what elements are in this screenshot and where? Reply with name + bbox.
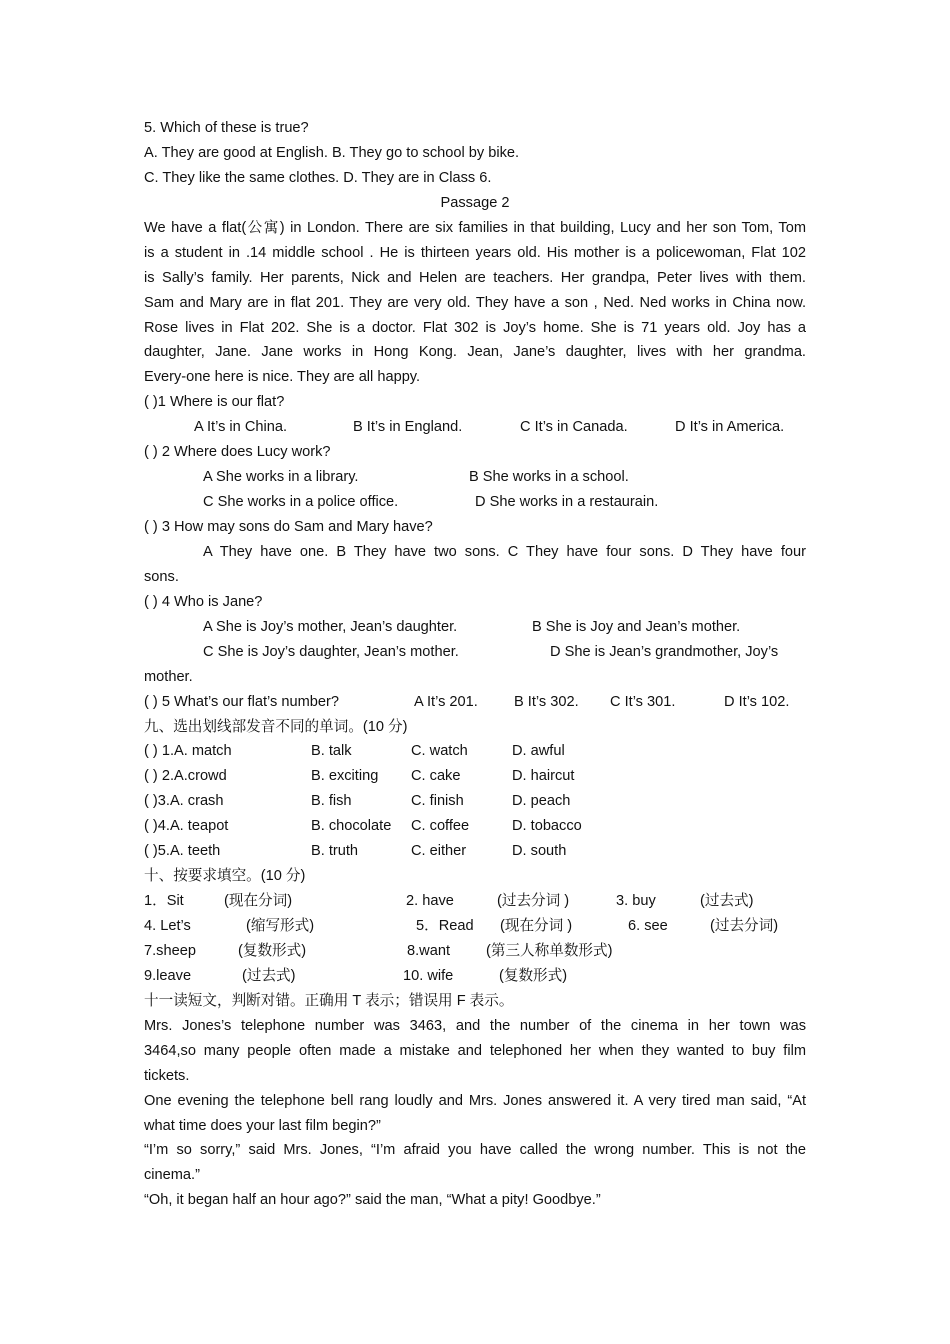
option-c: C She is Joy’s daughter, Jean’s mother. — [203, 643, 459, 660]
option-c: C. finish — [411, 793, 464, 810]
option-b: B It’s in England. — [353, 419, 463, 436]
option-b: B. exciting — [311, 768, 379, 785]
option-b: B. fish — [311, 793, 352, 810]
section9-row — [144, 839, 806, 864]
word: 5．Read — [416, 918, 474, 934]
option-d: D. haircut — [512, 768, 575, 785]
q5-options-cd: C. They like the same clothes. D. They are in Class 6. — [144, 169, 492, 186]
p2-q5-line — [144, 690, 806, 715]
passage2-line: Rose lives in Flat 202. She is a doctor. Flat 302 is Joy’s home. She is 71 years old. Joy has a — [144, 319, 806, 336]
q5-options-ab: A. They are good at English. B. They go to school by bike. — [144, 144, 520, 161]
form-hint: (过去分词 ) — [497, 893, 570, 910]
form-hint: (现在分词 ) — [500, 918, 573, 934]
section9-row — [144, 789, 806, 814]
section9-row — [144, 814, 806, 839]
section10-row — [144, 964, 806, 989]
p2-q2-options-ab — [144, 465, 806, 490]
section9-title: 九、选出划线部发音不同的单词。(10 分) — [144, 718, 408, 735]
word: 2. have — [406, 893, 454, 910]
option-a: A It’s in China. — [194, 419, 288, 436]
word: 7.sheep — [144, 942, 196, 959]
word: 6. see — [628, 918, 668, 934]
option-a: A She is Joy’s mother, Jean’s daughter. — [203, 618, 458, 635]
section10-row — [144, 939, 806, 964]
p2-q4-stem: ( ) 4 Who is Jane? — [144, 593, 263, 610]
option-d: D. south — [512, 843, 567, 860]
form-hint: (复数形式) — [499, 967, 568, 984]
section11-line: cinema.” — [144, 1167, 200, 1184]
word: 8.want — [407, 942, 450, 959]
option-d: D. awful — [512, 743, 565, 760]
word: 10. wife — [403, 967, 454, 984]
word: 1．Sit — [144, 893, 184, 910]
option-c: C. watch — [411, 743, 468, 760]
section10-title: 十、按要求填空。(10 分) — [144, 868, 306, 885]
option-a: A She works in a library. — [203, 469, 359, 486]
item-number: ( )4.A. teapot — [144, 818, 229, 835]
word: 9.leave — [144, 967, 192, 984]
option-c: C. cake — [411, 768, 461, 785]
form-hint: (过去分词) — [710, 918, 779, 934]
option-d: D It’s 102. — [724, 693, 790, 710]
option-d: D. tobacco — [512, 818, 582, 835]
p2-q4-options-cd — [144, 640, 806, 665]
q5-question: 5. Which of these is true? — [144, 120, 309, 136]
p2-q3-options: A They have one. B They have two sons. C They have four sons. D They have four — [203, 543, 806, 560]
passage2-line: is Sally’s family. Her parents, Nick and Helen are teachers. Her grandpa, Peter lives with them. — [144, 269, 806, 286]
section11-title: 十一读短文，判断对错。正确用 T 表示；错误用 F 表示。 — [144, 992, 514, 1009]
worksheet-page — [144, 116, 806, 1213]
option-b: B. chocolate — [311, 818, 392, 835]
p2-q2-stem: ( ) 2 Where does Lucy work? — [144, 444, 331, 461]
option-c: C She works in a police office. — [203, 494, 399, 511]
section11-line: 3464,so many people often made a mistake and telephoned her when they wanted to buy film — [144, 1042, 806, 1059]
option-b: B. talk — [311, 743, 352, 760]
section11-line: “Oh, it began half an hour ago?” said the man, “What a pity! Goodbye.” — [144, 1192, 601, 1209]
section11-line: “I’m so sorry,” said Mrs. Jones, “I’m afraid you have called the wrong number. This is not the — [144, 1142, 806, 1159]
form-hint: (过去式) — [242, 967, 296, 984]
option-b: B She works in a school. — [469, 469, 629, 486]
section10-row — [144, 914, 806, 939]
option-d: D It’s in America. — [675, 419, 785, 436]
section9-row — [144, 764, 806, 789]
p2-q1-stem: ( )1 Where is our flat? — [144, 394, 285, 411]
passage2-line: Every-one here is nice. They are all happy. — [144, 369, 421, 386]
option-b: B She is Joy and Jean’s mother. — [532, 618, 741, 635]
passage2-title: Passage 2 — [440, 194, 510, 211]
option-d: D. peach — [512, 793, 571, 810]
item-number: ( ) 1.A. match — [144, 743, 232, 760]
option-b: B. truth — [311, 843, 359, 860]
option-b: B It’s 302. — [514, 693, 579, 710]
option-a: A It’s 201. — [414, 693, 478, 710]
section10-row — [144, 889, 806, 914]
section11-line: tickets. — [144, 1067, 190, 1084]
p2-q3-options-cont: sons. — [144, 568, 179, 585]
section9-row — [144, 739, 806, 764]
p2-q4-options-cont: mother. — [144, 668, 193, 685]
form-hint: (过去式) — [700, 893, 754, 910]
option-d: D She is Jean’s grandmother, Joy’s — [550, 643, 779, 660]
item-number: ( )5.A. teeth — [144, 843, 221, 860]
option-c: C It’s in Canada. — [520, 419, 628, 436]
p2-q1-options — [144, 415, 806, 440]
option-d: D She works in a restaurain. — [475, 494, 659, 511]
p2-q3-stem: ( ) 3 How may sons do Sam and Mary have? — [144, 519, 433, 535]
section11-line: Mrs. Jones’s telephone number was 3463, and the number of the cinema in her town was — [144, 1017, 806, 1034]
option-c: C. coffee — [411, 818, 470, 835]
p2-q4-options-ab — [144, 615, 806, 640]
form-hint: (缩写形式) — [246, 918, 315, 934]
section11-line: One evening the telephone bell rang loudly and Mrs. Jones answered it. A very tired man said, “At — [144, 1092, 806, 1109]
form-hint: (复数形式) — [238, 942, 307, 959]
passage2-line: is a student in .14 middle school . He is thirteen years old. His mother is a policewoman, Flat 102 — [144, 244, 806, 261]
form-hint: (第三人称单数形式) — [486, 942, 613, 959]
p2-q2-options-cd — [144, 490, 806, 515]
item-number: ( ) 2.A.crowd — [144, 768, 227, 785]
item-number: ( )3.A. crash — [144, 793, 224, 810]
passage2-line: We have a flat(公寓) in London. There are six families in that building, Lucy and her son Tom, Tom — [144, 219, 806, 236]
form-hint: (现在分词) — [224, 893, 293, 910]
word: 3. buy — [616, 893, 656, 910]
passage2-line: Sam and Mary are in flat 201. They are very old. They have a son , Ned. Ned works in China now. — [144, 294, 806, 311]
option-c: C It’s 301. — [610, 693, 676, 710]
p2-q5-stem: ( ) 5 What’s our flat’s number? — [144, 693, 339, 710]
section11-line: what time does your last film begin?” — [144, 1117, 381, 1134]
word: 4. Let’s — [144, 918, 191, 934]
option-c: C. either — [411, 843, 467, 860]
passage2-line: daughter, Jane. Jane works in Hong Kong. Jean, Jane’s daughter, lives with her grandma. — [144, 344, 806, 361]
